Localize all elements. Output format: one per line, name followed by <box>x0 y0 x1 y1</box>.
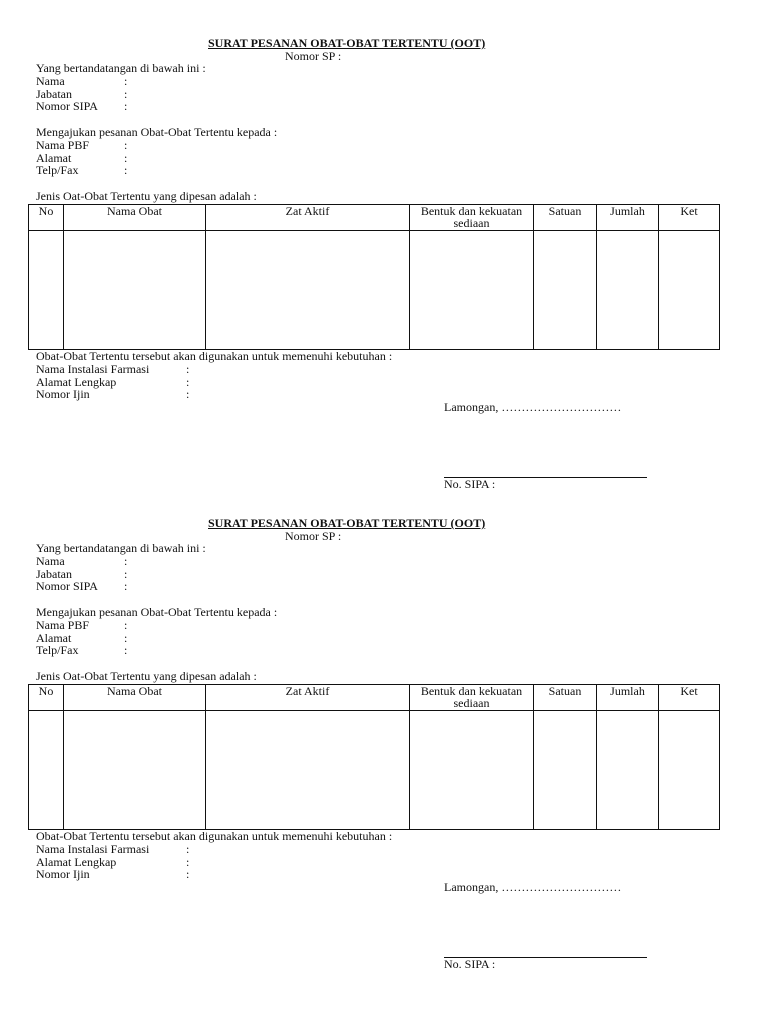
field-label-nama-pbf: Nama PBF <box>36 618 90 632</box>
header-nama-obat: Nama Obat <box>64 685 206 711</box>
order-form-2 <box>0 477 768 971</box>
order-table <box>28 684 720 830</box>
header-nama-obat: Nama Obat <box>64 205 206 231</box>
header-zat-aktif: Zat Aktif <box>206 685 410 711</box>
field-colon: : <box>124 643 128 657</box>
field-colon: : <box>124 163 128 177</box>
field-colon: : <box>124 579 128 593</box>
cell-bentuk-kekuatan[interactable] <box>410 231 534 350</box>
field-colon: : <box>124 567 128 581</box>
field-label-nama-instalasi: Nama Instalasi Farmasi <box>36 842 150 856</box>
field-colon: : <box>124 74 128 88</box>
field-label-nama: Nama <box>36 74 65 88</box>
header-jumlah: Jumlah <box>597 685 659 711</box>
field-colon: : <box>186 387 190 401</box>
order-form-1 <box>0 0 768 491</box>
table-row <box>29 231 720 350</box>
field-label-alamat: Alamat <box>36 631 72 645</box>
header-bentuk-kekuatan: Bentuk dan kekuatan sediaan <box>410 205 534 231</box>
field-colon: : <box>124 631 128 645</box>
table-header-row <box>29 205 720 231</box>
cell-ket[interactable] <box>659 711 720 830</box>
field-label-nomor-sipa: Nomor SIPA <box>36 99 98 113</box>
place-date: Lamongan, ………………………… <box>444 400 622 414</box>
cell-satuan[interactable] <box>534 711 597 830</box>
field-label-nama-pbf: Nama PBF <box>36 138 90 152</box>
sipa-label: No. SIPA : <box>444 957 496 971</box>
header-ket: Ket <box>659 685 720 711</box>
field-label-alamat-lengkap: Alamat Lengkap <box>36 375 117 389</box>
field-label-jabatan: Jabatan <box>36 567 72 581</box>
cell-jumlah[interactable] <box>597 711 659 830</box>
field-colon: : <box>124 87 128 101</box>
purpose-text: Obat-Obat Tertentu tersebut akan digunakan untuk memenuhi kebutuhan : <box>36 349 393 363</box>
field-label-nama-instalasi: Nama Instalasi Farmasi <box>36 362 150 376</box>
nomor-sp-label: Nomor SP : <box>285 49 342 63</box>
table-intro: Jenis Oat-Obat Tertentu yang dipesan adalah : <box>36 669 257 683</box>
form-title: SURAT PESANAN OBAT-OBAT TERTENTU (OOT) <box>208 36 486 50</box>
place-date: Lamongan, ………………………… <box>444 880 622 894</box>
field-label-nama: Nama <box>36 554 65 568</box>
field-colon: : <box>124 99 128 113</box>
purpose-text: Obat-Obat Tertentu tersebut akan digunakan untuk memenuhi kebutuhan : <box>36 829 393 843</box>
cell-no[interactable] <box>29 231 64 350</box>
intro-text: Yang bertandatangan di bawah ini : <box>36 61 206 75</box>
header-bentuk-kekuatan: Bentuk dan kekuatan sediaan <box>410 685 534 711</box>
nomor-sp-label: Nomor SP : <box>285 529 342 543</box>
field-label-telp-fax: Telp/Fax <box>36 163 79 177</box>
header-jumlah: Jumlah <box>597 205 659 231</box>
cell-bentuk-kekuatan[interactable] <box>410 711 534 830</box>
header-no: No <box>29 205 64 231</box>
header-satuan: Satuan <box>534 205 597 231</box>
cell-nama-obat[interactable] <box>64 231 206 350</box>
header-no: No <box>29 685 64 711</box>
field-label-nomor-ijin: Nomor Ijin <box>36 867 90 881</box>
field-label-alamat-lengkap: Alamat Lengkap <box>36 855 117 869</box>
table-header-row <box>29 685 720 711</box>
field-label-alamat: Alamat <box>36 151 72 165</box>
cell-jumlah[interactable] <box>597 231 659 350</box>
cell-no[interactable] <box>29 711 64 830</box>
field-colon: : <box>186 842 190 856</box>
form-title: SURAT PESANAN OBAT-OBAT TERTENTU (OOT) <box>208 516 486 530</box>
sipa-label: No. SIPA : <box>444 477 496 491</box>
submit-text: Mengajukan pesanan Obat-Obat Tertentu kepada : <box>36 605 278 619</box>
field-label-jabatan: Jabatan <box>36 87 72 101</box>
cell-zat-aktif[interactable] <box>206 711 410 830</box>
header-ket: Ket <box>659 205 720 231</box>
cell-satuan[interactable] <box>534 231 597 350</box>
field-colon: : <box>186 855 190 869</box>
submit-text: Mengajukan pesanan Obat-Obat Tertentu kepada : <box>36 125 278 139</box>
field-colon: : <box>186 362 190 376</box>
table-intro: Jenis Oat-Obat Tertentu yang dipesan adalah : <box>36 189 257 203</box>
field-colon: : <box>186 375 190 389</box>
table-row <box>29 711 720 830</box>
header-zat-aktif: Zat Aktif <box>206 205 410 231</box>
field-colon: : <box>186 867 190 881</box>
intro-text: Yang bertandatangan di bawah ini : <box>36 541 206 555</box>
field-label-nomor-sipa: Nomor SIPA <box>36 579 98 593</box>
header-satuan: Satuan <box>534 685 597 711</box>
field-colon: : <box>124 554 128 568</box>
order-table <box>28 204 720 350</box>
cell-ket[interactable] <box>659 231 720 350</box>
field-colon: : <box>124 138 128 152</box>
cell-zat-aktif[interactable] <box>206 231 410 350</box>
field-colon: : <box>124 151 128 165</box>
cell-nama-obat[interactable] <box>64 711 206 830</box>
field-label-telp-fax: Telp/Fax <box>36 643 79 657</box>
field-label-nomor-ijin: Nomor Ijin <box>36 387 90 401</box>
field-colon: : <box>124 618 128 632</box>
